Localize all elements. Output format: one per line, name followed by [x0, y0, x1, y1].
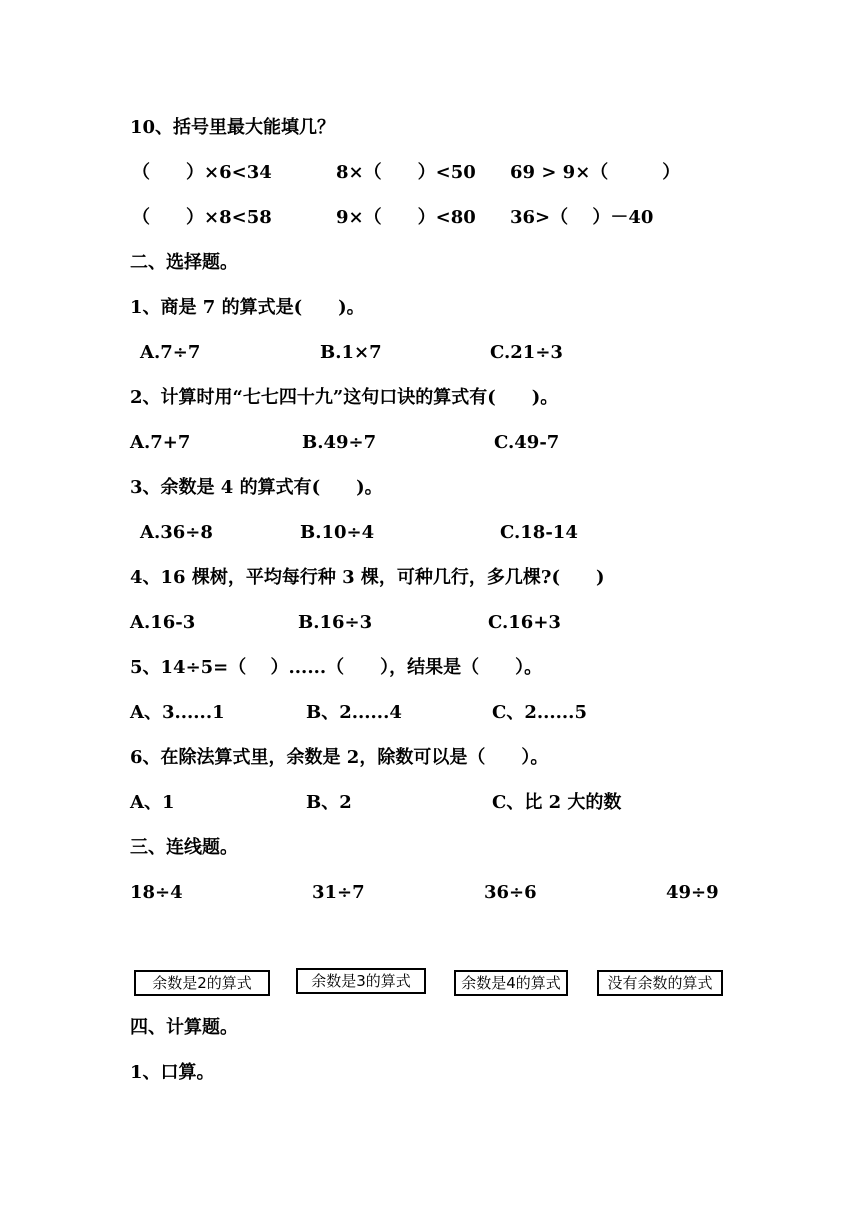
mc-q5-option-b: B、2......4 [306, 702, 402, 723]
q10-r1-c2: 8×（ ）<50 [336, 162, 476, 183]
match-expression-3: 36÷6 [484, 882, 537, 903]
mc-q3-option-c: C.18-14 [500, 522, 578, 543]
match-expression-1: 18÷4 [130, 882, 183, 903]
mc-q6-option-b: B、2 [306, 792, 352, 813]
mc-q6-option-c: C、比 2 大的数 [492, 792, 622, 813]
match-box-remainder-4: 余数是4的算式 [454, 970, 568, 996]
match-expression-2: 31÷7 [312, 882, 365, 903]
mc-q1-option-a: A.7÷7 [140, 342, 201, 363]
q10-r2-c2: 9×（ ）<80 [336, 207, 476, 228]
mc-q5-option-c: C、2......5 [492, 702, 587, 723]
section2-heading: 二、选择题。 [130, 252, 238, 273]
mc-q4-option-b: B.16÷3 [298, 612, 373, 633]
mc-q2-option-b: B.49÷7 [302, 432, 377, 453]
mc-q3: 3、余数是 4 的算式有( )。 [130, 477, 383, 498]
mc-q4-option-c: C.16+3 [488, 612, 561, 633]
q10-title: 10、括号里最大能填几？ [130, 117, 336, 138]
section3-heading: 三、连线题。 [130, 837, 238, 858]
mc-q5-option-a: A、3......1 [130, 702, 225, 723]
mc-q1: 1、商是 7 的算式是( )。 [130, 297, 365, 318]
mc-q5: 5、14÷5=（ ）......（ ），结果是（ ）。 [130, 657, 543, 678]
mc-q6: 6、在除法算式里，余数是 2，除数可以是（ ）。 [130, 747, 549, 768]
mc-q2-option-a: A.7+7 [130, 432, 191, 453]
mc-q3-option-b: B.10÷4 [300, 522, 375, 543]
q10-r2-c1: （ ）×8<58 [132, 207, 272, 228]
match-box-remainder-2: 余数是2的算式 [134, 970, 270, 996]
mc-q3-option-a: A.36÷8 [140, 522, 213, 543]
mc-q6-option-a: A、1 [130, 792, 175, 813]
q10-r1-c1: （ ）×6<34 [132, 162, 272, 183]
mc-q4-option-a: A.16-3 [130, 612, 196, 633]
mc-q2: 2、计算时用“七七四十九”这句口诀的算式有( )。 [130, 387, 559, 408]
match-box-no-remainder: 没有余数的算式 [597, 970, 723, 996]
match-box-remainder-3: 余数是3的算式 [296, 968, 426, 994]
match-expression-4: 49÷9 [666, 882, 719, 903]
q10-r1-c3: 69 > 9×（ ） [510, 162, 681, 183]
mc-q1-option-b: B.1×7 [320, 342, 382, 363]
mc-q2-option-c: C.49-7 [494, 432, 560, 453]
mc-q4: 4、16 棵树，平均每行种 3 棵，可种几行，多几棵?( ) [130, 567, 605, 588]
mc-q1-option-c: C.21÷3 [490, 342, 563, 363]
section4-sub1: 1、口算。 [130, 1062, 215, 1083]
q10-r2-c3: 36>（ ）－40 [510, 207, 654, 228]
section4-heading: 四、计算题。 [130, 1017, 238, 1038]
